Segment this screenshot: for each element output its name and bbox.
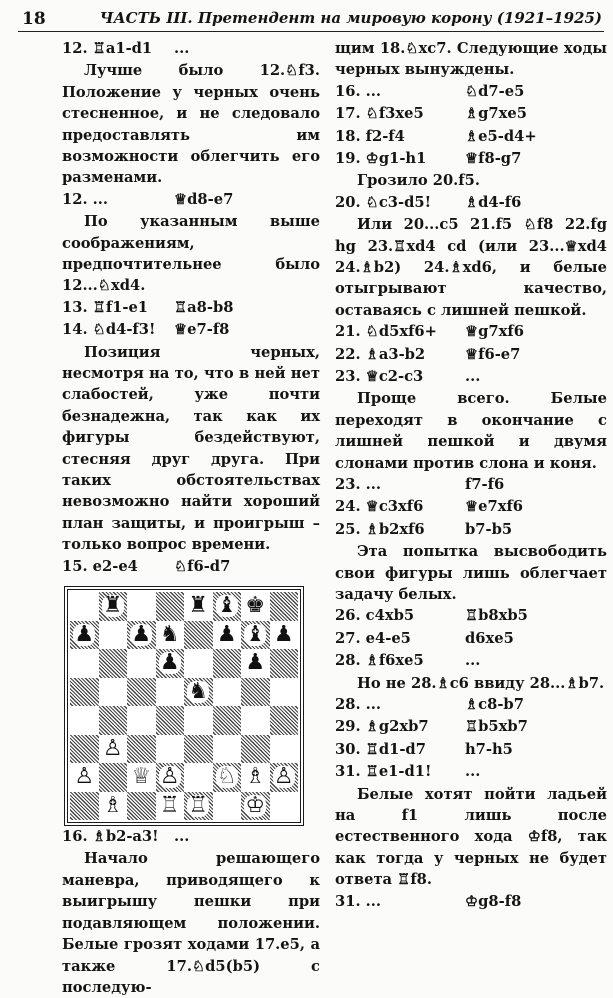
board-square [270,592,299,621]
board-square [213,735,242,764]
running-header [14,4,604,34]
chess-piece: ♕ [131,764,152,790]
black-move: ... [465,367,481,385]
board-square [241,763,270,792]
board-square [70,792,99,821]
chess-piece: ♜ [188,593,209,619]
white-move: 22. ♗a3-b2 [335,345,426,363]
chess-piece: ♞ [159,621,180,647]
black-move: ♖b8xb5 [465,607,528,625]
white-move: 18. f2-f4 [335,127,405,145]
white-move: 19. ♔g1-h1 [335,149,427,167]
board-square [241,706,270,735]
move-line [335,716,607,738]
chess-piece: ♟ [159,650,180,676]
white-move: 15. e2-e4 [62,557,138,575]
board-square [184,763,213,792]
commentary-paragraph: Лучше было 12.♘f3. Положение у черных очень стесненное, и не следовало предоставлять им возможности облегчить его разменами. [62,62,320,187]
move-line [335,192,607,214]
move-line [335,148,607,170]
black-move: b7-b5 [465,520,513,538]
black-move: ♖a8-b8 [174,298,234,316]
board-square [127,792,156,821]
black-move: ♕f6-e7 [465,345,521,363]
chess-piece: ♗ [102,792,123,818]
black-move: ♗e5-d4+ [465,127,537,145]
chess-piece: ♟ [245,650,266,676]
board-square [213,792,242,821]
black-move: ♕d8-e7 [174,190,234,208]
chess-piece: ♔ [245,792,266,818]
white-move: 23. ... [335,476,382,493]
board-square [270,735,299,764]
board-square [156,649,185,678]
board-square [270,763,299,792]
board-square [270,649,299,678]
white-move: 14. ♘d4-f3! [62,321,156,339]
board-square [70,763,99,792]
board-square [99,792,128,821]
board-square [70,592,99,621]
chess-piece: ♙ [102,735,123,761]
white-move: 24. ♕c3xf6 [335,498,424,516]
board-square [99,592,128,621]
black-move: ... [174,828,190,846]
white-move: 13. ♖f1-e1 [62,298,149,316]
board-square [184,735,213,764]
chess-piece: ♖ [188,792,209,818]
black-move: ♕g7xf6 [465,323,524,341]
move-line [62,556,320,578]
board-square [127,706,156,735]
white-move: 25. ♗b2xf6 [335,520,425,538]
board-square [70,735,99,764]
board-square [184,592,213,621]
chess-piece: ♝ [216,593,237,619]
black-move: ♕f8-g7 [465,149,522,167]
right-column [335,38,607,913]
board-square [184,792,213,821]
black-move: ♕e7xf6 [465,498,524,516]
board-square [70,706,99,735]
commentary-paragraph: Но не 28.♗c6 ввиду 28...♗b7. [357,674,605,692]
move-line [62,297,320,319]
chess-piece: ♞ [188,678,209,704]
board-square [184,678,213,707]
move-line [335,761,607,783]
board-square [270,678,299,707]
board-square [127,763,156,792]
board-square [70,621,99,650]
commentary-paragraph: Позиция черных, несмотря на то, что в ней нет слабостей, уже почти безнадежна, так как их фигуры бездействуют, стесняя друг друга. При таких обстоятельствах невозможно найти хороший план защиты, и проигрыш – только вопрос времени. [62,343,320,554]
board-square [241,592,270,621]
move-line [335,739,607,761]
move-line [335,628,607,650]
board-square [241,792,270,821]
black-move: ♗c8-b7 [465,695,524,713]
chess-piece: ♜ [102,593,123,619]
board-square [184,649,213,678]
chess-piece: ♙ [273,764,294,790]
move-line [335,103,607,125]
board-square [156,763,185,792]
black-move: f7-f6 [465,476,505,493]
board-square [70,678,99,707]
white-move: 28. ... [335,695,382,713]
white-move: 26. c4xb5 [335,607,415,625]
page-number: 18 [22,9,46,29]
commentary-paragraph: Начало решающего маневра, приводящего к выигрышу пешки при подавляющем положении. Белые грозят ходами 17.e5, а также 17.♘d5(b5) с последую- [62,850,320,996]
move-line [335,605,607,627]
header-rule [18,31,604,32]
black-move: ♗d4-f6 [465,193,522,211]
chess-piece: ♘ [216,764,237,790]
board-square [127,649,156,678]
black-move: h7-h5 [465,740,513,758]
move-line [62,319,320,341]
move-line [335,321,607,343]
black-move: ... [174,40,190,57]
move-line [335,474,607,496]
chess-piece: ♟ [273,621,294,647]
board-square [156,621,185,650]
board-square [156,792,185,821]
commentary-paragraph: По указанным выше соображениям, предпочтительнее было 12...♘xd4. [62,213,320,295]
commentary-paragraph: Эта попытка высвободить свои фигуры лишь облегчает задачу белых. [335,543,607,603]
commentary-paragraph: Проще всего. Белые переходят в окончание с лишней пешкой и двумя слонами против слона и коня. [335,390,607,472]
move-line [62,189,320,211]
commentary-paragraph: Грозило 20.f5. [357,172,480,190]
white-move: 12. ... [62,190,109,208]
black-move: d6xe5 [465,629,514,647]
move-line [335,650,607,672]
chess-piece: ♝ [245,621,266,647]
commentary-paragraph: Белые хотят пойти ладьей на f1 лишь после естественного хода ♔f8, так как тогда у черных не будет ответа ♖f8. [335,785,607,889]
chess-diagram [64,586,304,826]
board-square [156,706,185,735]
black-move: ♘d7-e5 [465,82,525,100]
white-move: 17. ♘f3xe5 [335,105,424,123]
commentary-paragraph: щим 18.♘xc7. Следующие ходы черных вынуждены. [335,40,607,79]
board-square [241,735,270,764]
white-move: 30. ♖d1-d7 [335,740,426,758]
black-move: ♗g7xe5 [465,105,527,123]
move-line [62,38,320,60]
board-square [99,706,128,735]
board-square [213,649,242,678]
board-square [213,763,242,792]
board-square [156,735,185,764]
board-square [99,735,128,764]
black-move: ♖b5xb7 [465,718,528,736]
move-line [62,826,320,848]
chess-piece: ♟ [131,621,152,647]
move-line [335,81,607,103]
white-move: 16. ♗b2-a3! [62,828,159,846]
board-square [270,621,299,650]
board-square [241,649,270,678]
white-move: 16. ... [335,82,382,100]
board-square [213,621,242,650]
board-square [99,678,128,707]
black-move: ♕e7-f8 [174,321,230,339]
white-move: 20. ♘c3-d5! [335,193,432,211]
board-square [270,706,299,735]
black-move: ... [465,763,481,781]
chess-piece: ♖ [159,792,180,818]
left-column [62,38,320,998]
chess-piece: ♚ [245,593,266,619]
move-line [335,496,607,518]
board-square [99,763,128,792]
chess-piece: ♙ [74,764,95,790]
board-square [184,706,213,735]
board-square [213,706,242,735]
white-move: 31. ... [335,892,382,910]
black-move: ♔g8-f8 [465,892,522,910]
move-line [335,891,607,913]
board-square [127,735,156,764]
board-square [184,621,213,650]
white-move: 31. ♖e1-d1! [335,763,432,781]
move-line [335,694,607,716]
white-move: 27. e4-e5 [335,629,411,647]
black-move: ♘f6-d7 [174,557,231,575]
white-move: 28. ♗f6xe5 [335,652,424,670]
white-move: 29. ♗g2xb7 [335,718,429,736]
move-line [335,519,607,541]
white-move: 21. ♘d5xf6+ [335,323,437,341]
black-move: ... [465,652,481,670]
chess-piece: ♟ [216,621,237,647]
move-line [335,366,607,388]
move-line [335,126,607,148]
board-square [156,678,185,707]
white-move: 12. ♖a1-d1 [62,40,153,57]
chess-piece: ♟ [74,621,95,647]
move-line [335,344,607,366]
board-square [241,621,270,650]
board-square [127,678,156,707]
board-square [99,649,128,678]
board-square [70,649,99,678]
chess-piece: ♗ [245,764,266,790]
commentary-paragraph: Или 20...c5 21.f5 ♘f8 22.fg hg 23.♖xd4 cd (или 23...♕xd4 24.♗b2) 24.♗xd6, и белые отыгрывают качество, оставаясь с лишней пешкой. [335,216,607,319]
chess-piece: ♙ [159,764,180,790]
board-square [127,621,156,650]
board-square [213,678,242,707]
white-move: 23. ♕c2-c3 [335,367,424,385]
board-square [127,592,156,621]
board-square [241,678,270,707]
board-square [99,621,128,650]
board-square [270,792,299,821]
running-title: ЧАСТЬ III. Претендент на мировую корону (1921–1925) [99,9,602,27]
board-square [213,592,242,621]
board-square [156,592,185,621]
chess-board [70,592,298,820]
